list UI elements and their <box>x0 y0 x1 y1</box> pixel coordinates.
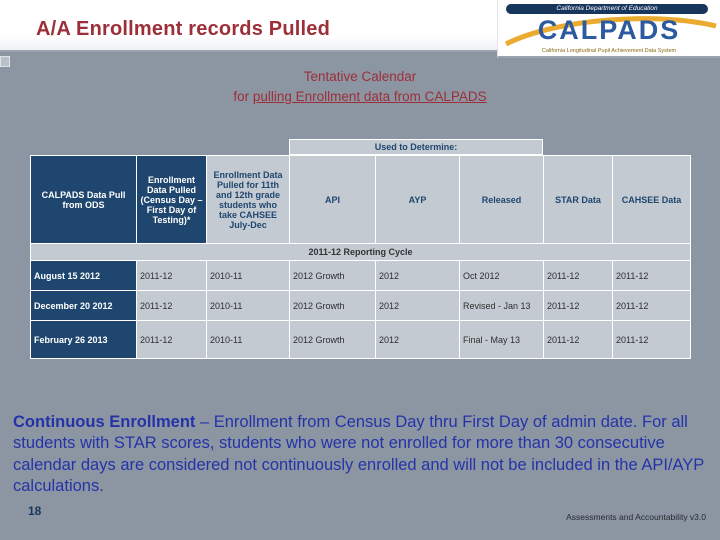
table-cell: 2010-11 <box>207 321 290 359</box>
cde-department-bar: California Department of Education <box>506 4 708 14</box>
table-cell: 2012 <box>376 321 460 359</box>
table-cell: 2012 <box>376 291 460 321</box>
table-cell: 2012 Growth <box>290 321 376 359</box>
header-enrollment-cahsee: Enrollment Data Pulled for 11th and 12th grade students who take CAHSEE July-Dec <box>207 156 290 244</box>
header-api: API <box>290 156 376 244</box>
table-cell: 2012 Growth <box>290 261 376 291</box>
table-cell: 2010-11 <box>207 261 290 291</box>
row-label-february: February 26 2013 <box>31 321 137 359</box>
table-cell: Final - May 13 <box>460 321 544 359</box>
table-cell: 2011-12 <box>544 321 613 359</box>
table-cell: 2011-12 <box>613 321 691 359</box>
header-released: Released <box>460 156 544 244</box>
header-cahsee-data: CAHSEE Data <box>613 156 691 244</box>
row-label-december: December 20 2012 <box>31 291 137 321</box>
table-cell: 2011-12 <box>137 261 207 291</box>
table-cell: 2011-12 <box>544 291 613 321</box>
footer-credit: Assessments and Accountability v3.0 <box>566 512 706 522</box>
table-cell: 2011-12 <box>613 261 691 291</box>
subtitle-line2 <box>0 87 720 107</box>
body-lead: Continuous Enrollment <box>13 413 196 431</box>
row-label-august: August 15 2012 <box>31 261 137 291</box>
reporting-cycle-band: 2011-12 Reporting Cycle <box>31 244 691 261</box>
page-title: A/A Enrollment records Pulled <box>36 18 331 40</box>
table-row <box>31 261 691 291</box>
table-cell: 2011-12 <box>613 291 691 321</box>
table-cell: 2011-12 <box>544 261 613 291</box>
header-enrollment-census: Enrollment Data Pulled (Census Day – First Day of Testing)* <box>137 156 207 244</box>
table-cell: Oct 2012 <box>460 261 544 291</box>
decorative-tab <box>0 56 10 67</box>
body-rest: – Enrollment from Census Day thru First Day of admin date. For all students with STAR scores, students who were not enrolled for more than 30 consecutive calendar days are considered not continuously enrolled and will not be included in the API/AYP calculations. <box>13 413 705 496</box>
table-cell: 2011-12 <box>137 291 207 321</box>
table-row <box>31 321 691 359</box>
header-calpads-data-pull: CALPADS Data Pull from ODS <box>31 156 137 244</box>
header-star-data: STAR Data <box>544 156 613 244</box>
table-header-row <box>31 156 691 244</box>
page-number: 18 <box>28 504 42 518</box>
header-ayp: AYP <box>376 156 460 244</box>
table-cell: 2011-12 <box>137 321 207 359</box>
calpads-logo-caption: California Longitudinal Pupil Achievement Data System <box>541 48 677 54</box>
subtitle-line1: Tentative Calendar <box>303 69 417 84</box>
subtitle <box>0 67 720 108</box>
table-cell: 2012 Growth <box>290 291 376 321</box>
table-row <box>31 291 691 321</box>
reporting-cycle-row <box>31 244 691 261</box>
table-cell: 2010-11 <box>207 291 290 321</box>
subtitle-line2-prefix: for <box>233 89 253 105</box>
table-cell: 2012 <box>376 261 460 291</box>
used-to-determine-band: Used to Determine: <box>289 139 543 155</box>
body-paragraph <box>13 412 709 498</box>
subtitle-line2-underlined: pulling Enrollment data from CALPADS <box>252 89 487 105</box>
calendar-table <box>30 155 691 359</box>
table-cell: Revised - Jan 13 <box>460 291 544 321</box>
calpads-wordmark: CALPADS <box>537 15 681 45</box>
calpads-logo <box>497 0 720 58</box>
